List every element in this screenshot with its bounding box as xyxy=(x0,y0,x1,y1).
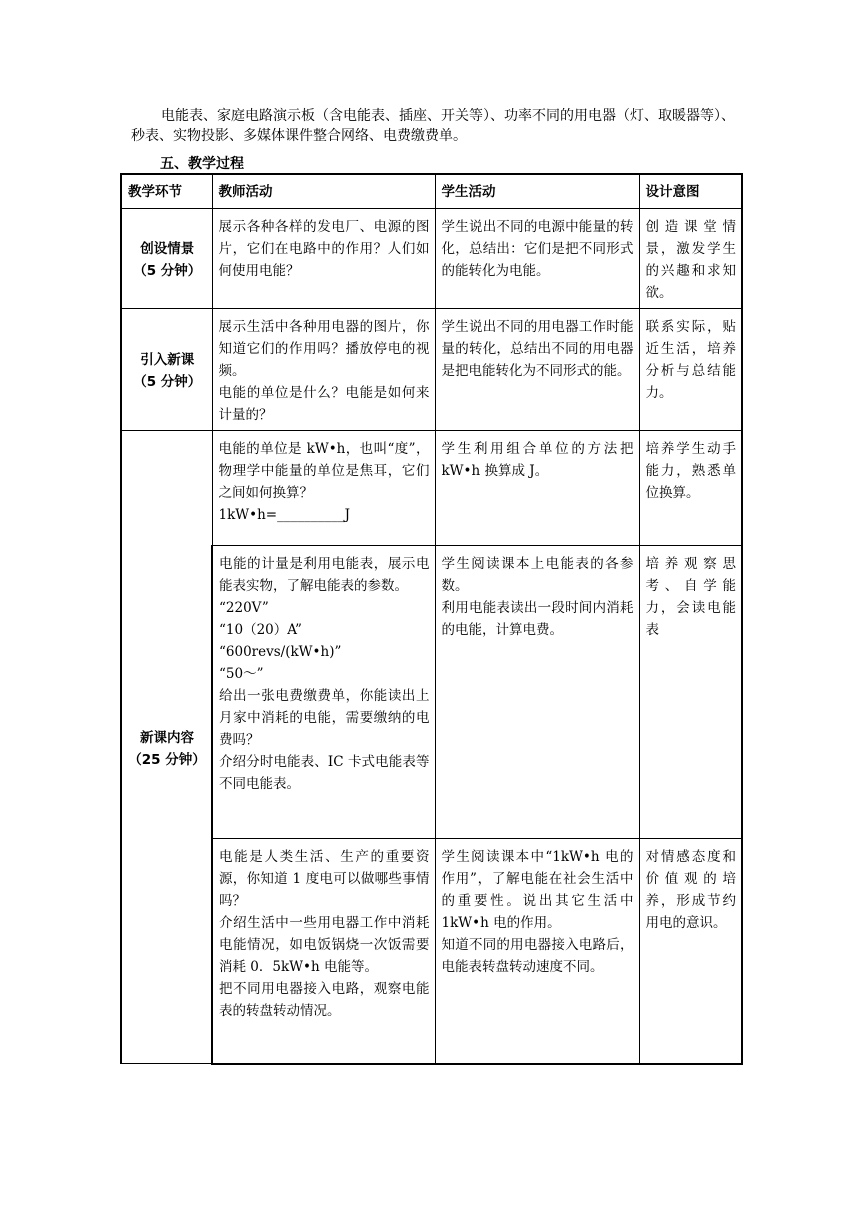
table-row xyxy=(121,431,742,546)
table-row xyxy=(121,209,742,309)
student-line: 知道不同的用电器接入电路后，电能表转盘转动速度不同。 xyxy=(441,937,634,975)
teacher-line: “50～” xyxy=(219,666,264,682)
intro-paragraph: 电能表、家庭电路演示板（含电能表、插座、开关等）、功率不同的用电器（灯、取暖器等）、秒表、实物投影、多媒体课件整合网络、电费缴费单。 xyxy=(131,108,735,144)
student-activity xyxy=(435,546,639,839)
table-row xyxy=(121,546,742,839)
stage-time: （5 分钟） xyxy=(133,263,202,279)
teacher-line: 介绍生活中一些用电器工作中消耗电能情况，如电饭锅烧一次饭需要消耗 0．5kW•h 电能等。 xyxy=(219,915,430,975)
student-line: 学生阅读课本中“1kW•h 电的作用”，了解电能在社会生活中的重要性。说出其它生活中 1kW•h 电的作用。 xyxy=(441,849,634,931)
teacher-line: 电能的计量是利用电能表，展示电能表实物，了解电能表的参数。 xyxy=(219,556,430,594)
teacher-activity xyxy=(212,309,435,431)
student-line: 学生利用组合单位的方法把 kW•h 换算成 J。 xyxy=(441,441,634,479)
table-header-row xyxy=(121,174,742,209)
stage-name: 创设情景 xyxy=(140,241,195,257)
stage-name: 新课内容 xyxy=(140,729,194,746)
student-activity xyxy=(435,431,639,546)
teacher-line: “600revs/(kW•h)” xyxy=(219,644,342,660)
student-activity xyxy=(435,839,639,1064)
teacher-activity xyxy=(212,431,435,546)
stage-cell-1 xyxy=(121,209,212,309)
teacher-line: 介绍分时电能表、IC 卡式电能表等不同电能表。 xyxy=(219,754,430,792)
stage-cell-2 xyxy=(121,309,212,431)
student-line: 学生阅读课本上电能表的各参数。 xyxy=(441,556,634,594)
design-intent: 联系实际，贴近生活，培养分析与总结能力。 xyxy=(639,309,742,431)
header-intent: 设计意图 xyxy=(639,174,742,209)
student-line: 利用电能表读出一段时间内消耗的电能，计算电费。 xyxy=(441,600,634,638)
table-row xyxy=(121,309,742,431)
teacher-line: “10（20）A” xyxy=(219,622,302,638)
teacher-line: 电能的单位是什么？电能是如何来计量的？ xyxy=(218,385,430,423)
header-stage: 教学环节 xyxy=(121,174,212,209)
teacher-activity: 展示各种各样的发电厂、电源的图片，它们在电路中的作用？人们如何使用电能？ xyxy=(212,209,435,309)
student-activity: 学生说出不同的用电器工作时能量的转化，总结出不同的用电器是把电能转化为不同形式的能。 xyxy=(435,309,639,431)
student-activity: 学生说出不同的电源中能量的转化，总结出：它们是把不同形式的能转化为电能。 xyxy=(435,209,639,309)
section-title: 五、教学过程 xyxy=(160,156,244,172)
header-teacher: 教师活动 xyxy=(212,174,435,209)
teacher-line: 电能的单位是 kW•h，也叫“度”，物理学中能量的单位是焦耳，它们之间如何换算？ xyxy=(218,441,430,501)
stage-time: （5 分钟） xyxy=(133,374,202,390)
design-intent: 培养学生动手能力，熟悉单位换算。 xyxy=(639,431,742,546)
teacher-line: 1kW•h=__________J xyxy=(218,507,351,523)
teacher-line: “220V” xyxy=(219,600,269,616)
stage-time: （25 分钟） xyxy=(128,751,206,768)
teacher-line: 把不同用电器接入电路，观察电能表的转盘转动情况。 xyxy=(219,981,430,1019)
header-student: 学生活动 xyxy=(435,174,639,209)
design-intent: 培养观察思考、自学能力，会读电能表 xyxy=(639,546,742,839)
teacher-line: 给出一张电费缴费单，你能读出上月家中消耗的电能，需要缴纳的电费吗？ xyxy=(219,688,430,748)
teacher-activity xyxy=(212,839,435,1064)
stage-cell-3 xyxy=(121,431,212,1064)
teaching-process-table xyxy=(120,173,743,1065)
teacher-activity xyxy=(212,546,435,839)
teacher-line: 电能是人类生活、生产的重要资源，你知道 1 度电可以做哪些事情吗？ xyxy=(219,849,430,909)
teacher-line: 展示生活中各种用电器的图片，你知道它们的作用吗？播放停电的视频。 xyxy=(218,319,430,379)
table-row xyxy=(121,839,742,1064)
design-intent: 创造课堂情景，激发学生的兴趣和求知欲。 xyxy=(639,209,742,309)
stage-name: 引入新课 xyxy=(140,352,195,368)
design-intent: 对情感态度和价值观的培养，形成节约用电的意识。 xyxy=(639,839,742,1064)
